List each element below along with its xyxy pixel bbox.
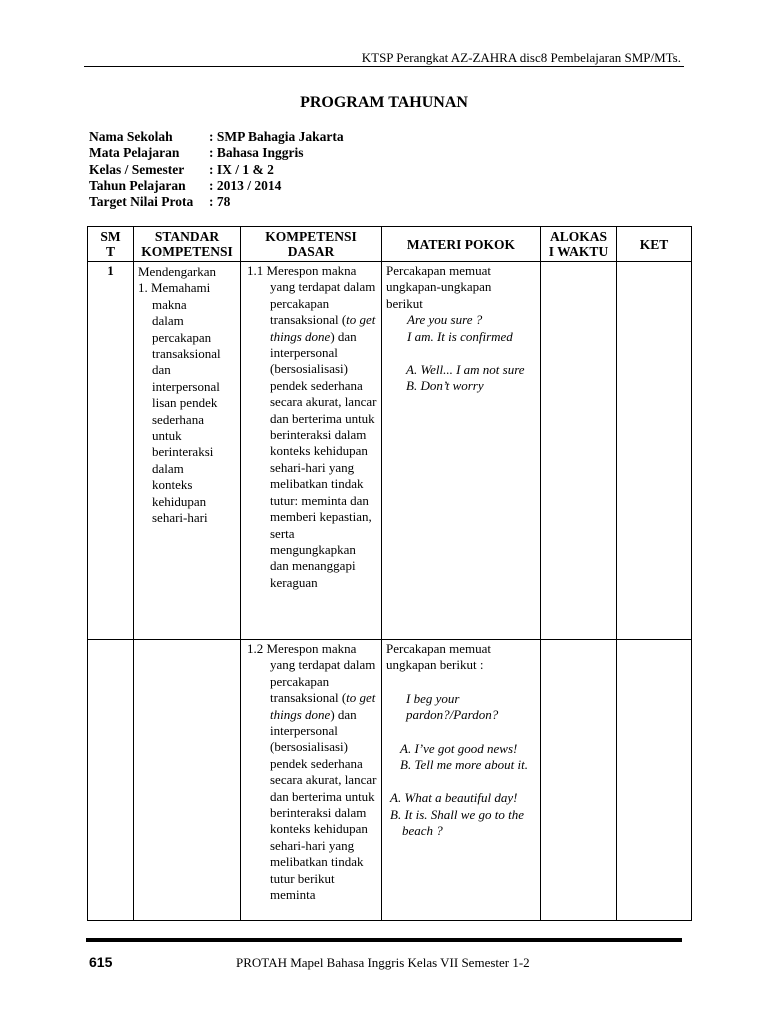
spacer [386,674,536,691]
table-header-row [88,227,692,262]
sk-line: interpersonal [152,378,220,394]
sk-line: dan [152,362,171,378]
header-kompetensi-dasar [241,227,382,262]
info-label: Mata Pelajaran [89,145,180,161]
sk-line: berinteraksi [152,444,214,460]
ket-cell [617,262,692,640]
mp-expression: I am. It is confirmed [407,328,513,344]
sk-line: untuk [152,428,182,444]
mp-intro-line: Percakapan memuat [386,641,492,656]
info-value: : 2013 / 2014 [209,177,282,193]
kd-text-part: 1.2 Merespon makna yang terdapat dalam percakapan transaksional ( [247,641,376,706]
sk-line: lisan pendek [152,395,218,411]
mp-intro-line: berikut [386,295,423,311]
table-row [88,640,692,921]
kd-text [247,641,377,904]
sk-line: kehidupan [152,493,207,509]
kd-text-italic: to get things done [270,690,376,722]
info-row-subject [89,145,344,161]
school-info [89,129,344,210]
mp-expression: I beg your pardon?/Pardon? [406,690,499,723]
header-line: SM [100,229,121,244]
sk-line: transaksional [152,346,221,362]
mp-dialog-line: A. What a beautiful day! [390,790,518,806]
ket-cell [617,640,692,921]
sk-line: konteks [152,477,193,493]
info-row-target [89,194,344,210]
sk-intro: Mendengarkan [138,264,216,279]
info-label: Target Nilai Prota [89,194,194,210]
spacer [386,345,536,362]
alokasi-waktu-cell [541,640,617,921]
header-line: KOMPETENSI [265,229,357,244]
materi-pokok-cell [382,640,541,921]
header-line: DASAR [287,244,335,259]
mp-intro-line: Percakapan memuat [386,263,492,278]
page-title: PROGRAM TAHUNAN [300,94,468,111]
header-rule [84,66,684,67]
kd-text-part: 1.1 Merespon makna yang terdapat dalam percakapan transaksional ( [247,263,376,328]
info-row-class [89,162,344,178]
materi-pokok-cell [382,262,541,640]
mp-intro-line: ungkapan berikut : [386,657,484,673]
mp-dialog-line: A. I’ve got good news! [400,740,518,756]
mp-response: A. Well... I am not sure [406,362,525,378]
info-value: : IX / 1 & 2 [209,161,274,177]
sk-first-line: 1. Memahami [138,280,211,296]
header-standar-kompetensi [134,227,241,262]
standar-kompetensi-cell [134,262,241,640]
mp-intro-line: ungkapan-ungkapan [386,279,492,295]
page-number: 615 [89,954,113,970]
info-row-school [89,129,344,145]
table-row [88,262,692,640]
mp-dialog-line: B. It is. Shall we go to the beach ? [390,806,524,839]
sk-list [138,297,240,527]
kd-text-italic: to get things done [270,312,376,344]
sk-line: makna [152,296,187,312]
header-line: ALOKAS [549,229,607,244]
semester-cell [88,640,134,921]
standar-kompetensi-cell [134,640,241,921]
mp-expression: Are you sure ? [407,312,483,328]
header-ket: KET [617,227,692,262]
mp-response: B. Don’t worry [406,378,484,394]
kompetensi-dasar-cell [241,262,382,640]
kd-text-part: ) dan interpersonal (bersosialisasi) pendek sederhana secara akurat, lancar dan berterima untuk berinteraksi dalam konteks kehidupan sehari-hari yang melibatkan tindak tutur berikut meminta [270,706,377,903]
header-line: STANDAR [154,229,220,244]
header-line: T [105,244,115,259]
document-header: KTSP Perangkat AZ-ZAHRA disc8 Pembelajaran SMP/MTs. [361,50,681,65]
alokasi-waktu-cell [541,262,617,640]
footer-rule [86,938,682,942]
header-alokasi-waktu [541,227,617,262]
header-line: I WAKTU [548,244,609,259]
spacer [386,773,536,790]
kd-text-part: ) dan interpersonal (bersosialisasi) pendek sederhana secara akurat, lancar dan berterima untuk berinteraksi dalam konteks kehidupan sehari-hari yang melibatkan tindak tutur: meminta dan memberi kepastian, serta mengungkapkan dan menanggapi keraguan [270,328,377,590]
sk-line: sederhana [152,411,204,427]
info-value: : 78 [209,194,231,210]
kd-text [247,263,377,591]
sk-line: dalam [152,313,184,329]
info-value: : SMP Bahagia Jakarta [209,129,344,144]
spacer [386,724,536,741]
header-line: KOMPETENSI [141,244,233,259]
sk-line: percakapan [152,329,212,345]
header-materi-pokok: MATERI POKOK [382,227,541,262]
sk-line: dalam [152,460,184,476]
sk-line: sehari-hari [152,510,208,526]
info-label: Kelas / Semester [89,161,185,177]
kompetensi-dasar-cell [241,640,382,921]
info-value: : Bahasa Inggris [209,145,304,161]
semester-cell: 1 [88,262,134,640]
footer-text: PROTAH Mapel Bahasa Inggris Kelas VII Semester 1-2 [236,955,530,970]
mp-dialog-line: B. Tell me more about it. [400,757,528,773]
program-table [87,226,692,921]
info-label: Nama Sekolah [89,129,173,144]
header-smt [88,227,134,262]
info-row-year [89,178,344,194]
info-label: Tahun Pelajaran [89,177,186,193]
